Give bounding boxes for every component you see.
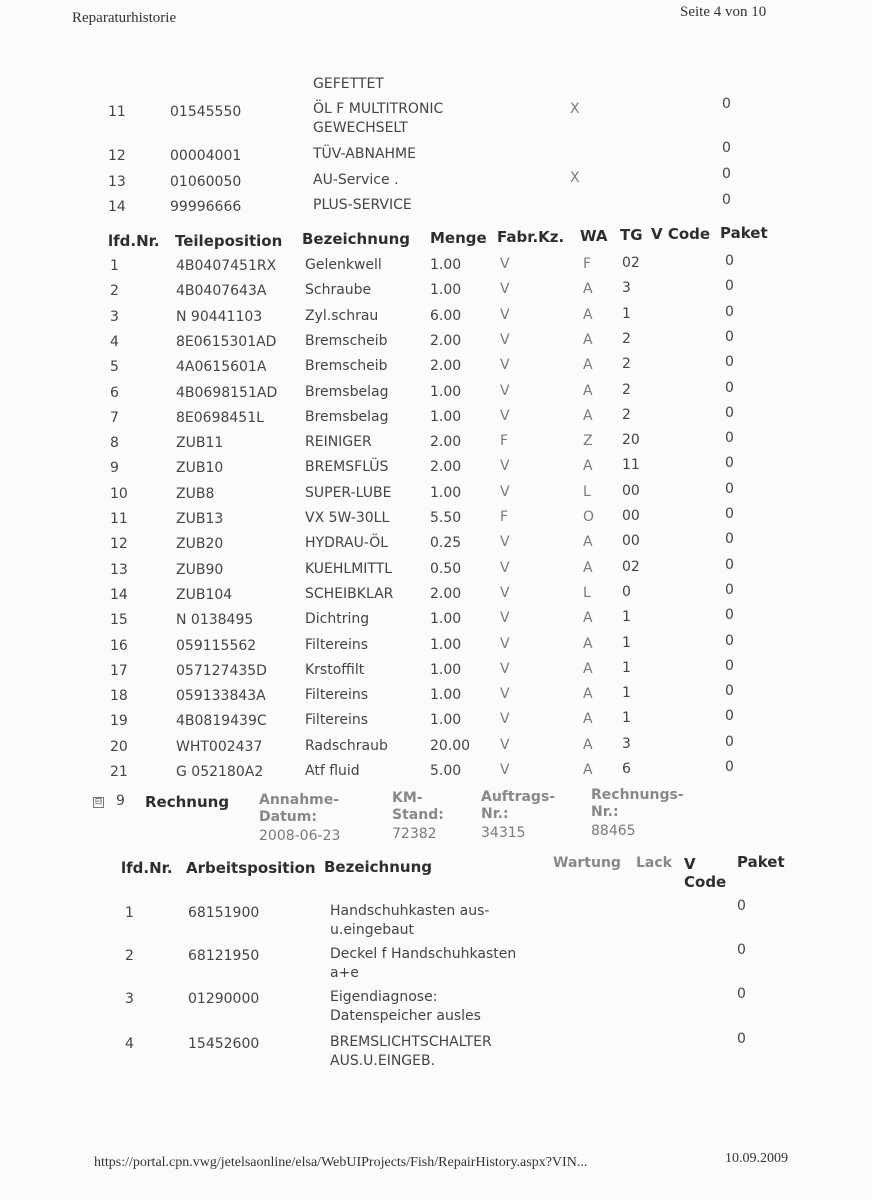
- part-tg: 2: [622, 406, 631, 423]
- invoice-type: Rechnung: [145, 793, 230, 811]
- part-tg: 1: [622, 609, 631, 626]
- part-wa: A: [583, 559, 593, 576]
- work-pos: 68151900: [188, 905, 260, 921]
- part-fabr-kz: V: [500, 483, 510, 500]
- part-fabr-kz: V: [500, 711, 510, 728]
- work-nr: 3: [125, 991, 134, 1007]
- work-nr: 1: [125, 905, 134, 921]
- part-paket: 0: [725, 683, 734, 700]
- wartung-mark: X: [570, 170, 580, 186]
- part-teileposition: WHT002437: [176, 738, 263, 755]
- part-paket: 0: [725, 278, 734, 295]
- part-teileposition: G 052180A2: [176, 764, 264, 780]
- part-fabr-kz: V: [500, 458, 510, 475]
- part-fabr-kz: V: [500, 584, 510, 601]
- part-bezeichnung: Schraube: [305, 282, 372, 299]
- footer-date: 10.09.2009: [725, 1151, 788, 1166]
- part-nr: 3: [110, 308, 119, 325]
- part-paket: 0: [725, 379, 734, 396]
- part-tg: 6: [622, 761, 631, 777]
- part-tg: 3: [622, 735, 631, 752]
- part-bezeichnung: SUPER-LUBE: [305, 484, 392, 501]
- part-menge: 1.00: [430, 484, 462, 501]
- work-pos: 01290000: [188, 991, 260, 1007]
- part-paket: 0: [725, 430, 734, 447]
- invoice-number: 9: [116, 793, 125, 809]
- part-menge: 1.00: [430, 282, 462, 299]
- part-tg: 02: [622, 255, 640, 271]
- part-teileposition: 8E0698451L: [176, 409, 264, 426]
- km-value: 72382: [392, 826, 437, 842]
- part-bezeichnung: Krstoffilt: [305, 661, 365, 678]
- rechnung-label: Rechnungs-: [591, 787, 684, 803]
- part-tg: 00: [622, 533, 640, 550]
- work-desc: u.eingebaut: [330, 922, 415, 938]
- part-teileposition: 059115562: [176, 637, 257, 654]
- part-bezeichnung: Filtereins: [305, 636, 369, 653]
- wartung-mark: X: [570, 101, 580, 117]
- part-nr: 10: [110, 485, 128, 502]
- part-paket: 0: [725, 607, 734, 624]
- part-paket: 0: [725, 708, 734, 725]
- part-tg: 1: [622, 305, 631, 322]
- part-wa: L: [583, 483, 591, 500]
- annahme-date: 2008-06-23: [259, 828, 341, 844]
- work-paket: 0: [737, 942, 746, 958]
- part-nr: 18: [110, 688, 128, 705]
- part-wa: A: [583, 357, 593, 374]
- work-desc: GEWECHSELT: [313, 120, 408, 136]
- part-bezeichnung: KUEHLMITTL: [305, 560, 393, 577]
- col-arbeitsposition: Arbeitsposition: [186, 859, 316, 877]
- work-pos: 00004001: [170, 148, 242, 164]
- part-nr: 21: [110, 764, 128, 780]
- auftrag-value: 34315: [481, 825, 526, 841]
- part-tg: 3: [622, 280, 631, 297]
- part-tg: 00: [622, 508, 640, 524]
- part-menge: 1.00: [430, 257, 462, 273]
- part-menge: 1.00: [430, 712, 462, 729]
- part-teileposition: ZUB104: [176, 586, 233, 603]
- part-wa: A: [583, 736, 593, 753]
- auftrag-label: Auftrags-: [481, 789, 556, 805]
- part-fabr-kz: V: [500, 281, 510, 298]
- part-bezeichnung: SCHEIBKLAR: [305, 585, 394, 602]
- work-paket: 0: [737, 986, 746, 1002]
- part-paket: 0: [725, 303, 734, 320]
- part-teileposition: 059133843A: [176, 688, 266, 705]
- auftrag-label-2: Nr.:: [481, 806, 509, 822]
- part-menge: 6.00: [430, 307, 462, 324]
- part-bezeichnung: Bremsbelag: [305, 408, 389, 425]
- part-menge: 1.00: [430, 636, 462, 653]
- part-wa: A: [583, 686, 593, 703]
- part-bezeichnung: HYDRAU-ÖL: [305, 535, 389, 552]
- work-desc: AU-Service .: [313, 172, 399, 188]
- part-wa: A: [583, 635, 593, 652]
- part-fabr-kz: V: [500, 256, 510, 272]
- work-desc: Datenspeicher ausles: [330, 1008, 481, 1024]
- rechnung-label-2: Nr.:: [591, 804, 619, 820]
- part-wa: A: [583, 534, 593, 551]
- part-teileposition: ZUB11: [176, 435, 224, 452]
- col-teileposition: Teileposition: [175, 232, 283, 250]
- part-tg: 02: [622, 558, 640, 575]
- part-bezeichnung: Bremscheib: [305, 332, 388, 349]
- part-fabr-kz: V: [500, 331, 510, 348]
- part-fabr-kz: V: [500, 762, 510, 778]
- col-paket: Paket: [720, 224, 768, 242]
- part-menge: 2.00: [430, 358, 462, 375]
- part-fabr-kz: V: [500, 660, 510, 677]
- part-fabr-kz: V: [500, 736, 510, 753]
- col-wa: WA: [580, 227, 608, 245]
- part-wa: A: [583, 407, 593, 424]
- km-label: KM-: [392, 790, 423, 806]
- col-lfd-nr: lfd.Nr.: [121, 859, 173, 877]
- part-menge: 2.00: [430, 459, 462, 476]
- part-teileposition: N 90441103: [176, 308, 263, 325]
- part-nr: 12: [110, 536, 128, 553]
- part-nr: 15: [110, 612, 128, 629]
- col-fabr-kz: Fabr.Kz.: [497, 228, 565, 246]
- part-menge: 1.00: [430, 661, 462, 678]
- part-nr: 5: [110, 359, 119, 376]
- part-teileposition: 4B0698151AD: [176, 384, 278, 401]
- part-wa: A: [583, 331, 593, 348]
- part-bezeichnung: REINIGER: [305, 434, 372, 451]
- work-paket: 0: [722, 96, 731, 112]
- part-tg: 0: [622, 583, 631, 600]
- part-menge: 0.50: [430, 560, 462, 577]
- footer-url: https://portal.cpn.vwg/jetelsaonline/elsa/WebUIProjects/Fish/RepairHistory.aspx?VIN...: [94, 1155, 588, 1170]
- annahme-label-2: Datum:: [259, 809, 317, 825]
- part-paket: 0: [725, 506, 734, 522]
- part-fabr-kz: V: [500, 382, 510, 399]
- part-wa: L: [583, 584, 591, 601]
- part-paket: 0: [725, 354, 734, 371]
- col-paket: Paket: [737, 853, 785, 871]
- part-teileposition: 057127435D: [176, 662, 267, 679]
- part-bezeichnung: BREMSFLÜS: [305, 459, 389, 476]
- part-teileposition: 4B0819439C: [176, 713, 267, 730]
- part-teileposition: 4B0407451RX: [176, 258, 277, 274]
- part-teileposition: ZUB10: [176, 460, 224, 477]
- part-menge: 1.00: [430, 687, 462, 704]
- part-menge: 1.00: [430, 611, 462, 628]
- part-wa: A: [583, 762, 593, 778]
- col-code: Code: [684, 873, 727, 891]
- part-nr: 14: [110, 586, 128, 603]
- work-desc: Deckel f Handschuhkasten: [330, 946, 517, 962]
- work-paket: 0: [722, 192, 731, 208]
- part-bezeichnung: Dichtring: [305, 611, 370, 628]
- part-tg: 2: [622, 381, 631, 398]
- part-nr: 20: [110, 738, 128, 755]
- part-paket: 0: [725, 455, 734, 472]
- page-indicator: Seite 4 von 10: [680, 4, 767, 20]
- part-menge: 20.00: [430, 737, 471, 754]
- work-paket: 0: [722, 140, 731, 156]
- work-pos: 15452600: [188, 1036, 260, 1052]
- part-bezeichnung: Radschraub: [305, 737, 388, 754]
- work-pos: 68121950: [188, 948, 260, 964]
- part-tg: 00: [622, 482, 640, 499]
- part-fabr-kz: V: [500, 635, 510, 652]
- work-nr: 14: [108, 199, 126, 215]
- work-desc: a+e: [330, 965, 359, 981]
- work-paket: 0: [737, 898, 746, 914]
- part-menge: 5.50: [430, 510, 462, 526]
- part-teileposition: ZUB90: [176, 561, 224, 578]
- part-menge: 5.00: [430, 763, 462, 779]
- part-nr: 9: [110, 460, 119, 477]
- part-wa: O: [583, 509, 595, 525]
- work-desc: AUS.U.EINGEB.: [330, 1053, 436, 1069]
- part-fabr-kz: V: [500, 559, 510, 576]
- part-nr: 8: [110, 435, 119, 452]
- part-wa: Z: [583, 433, 593, 450]
- work-desc: Eigendiagnose:: [330, 989, 438, 1005]
- part-nr: 2: [110, 283, 119, 300]
- part-paket: 0: [725, 759, 734, 775]
- part-paket: 0: [725, 556, 734, 573]
- part-teileposition: ZUB20: [176, 536, 224, 553]
- col-bezeichnung: Bezeichnung: [302, 230, 410, 248]
- part-wa: A: [583, 458, 593, 475]
- part-fabr-kz: V: [500, 534, 510, 551]
- col-lack: Lack: [636, 855, 672, 871]
- work-nr: 2: [125, 948, 134, 964]
- work-desc: TÜV-ABNAHME: [313, 146, 416, 162]
- part-wa: A: [583, 281, 593, 298]
- part-paket: 0: [725, 581, 734, 598]
- part-teileposition: 4B0407643A: [176, 283, 267, 300]
- collapse-toggle-icon[interactable]: ⊟: [94, 797, 103, 807]
- part-paket: 0: [725, 404, 734, 421]
- col-tg: TG: [620, 226, 643, 244]
- part-nr: 13: [110, 561, 128, 578]
- page-title: Reparaturhistorie: [72, 10, 177, 26]
- rechnung-value: 88465: [591, 823, 636, 839]
- part-nr: 19: [110, 713, 128, 730]
- work-nr: 4: [125, 1036, 134, 1052]
- part-paket: 0: [725, 328, 734, 345]
- work-pos: 99996666: [170, 199, 242, 215]
- part-menge: 1.00: [430, 408, 462, 425]
- part-nr: 11: [110, 511, 128, 527]
- part-fabr-kz: V: [500, 610, 510, 627]
- part-fabr-kz: V: [500, 407, 510, 424]
- work-desc: PLUS-SERVICE: [313, 197, 412, 213]
- col-menge: Menge: [430, 229, 487, 247]
- col-bezeichnung: Bezeichnung: [324, 858, 432, 876]
- part-bezeichnung: Bremscheib: [305, 358, 388, 375]
- col-v-code: V Code: [651, 225, 711, 243]
- part-wa: F: [583, 256, 592, 272]
- part-fabr-kz: V: [500, 686, 510, 703]
- part-nr: 7: [110, 409, 119, 426]
- part-fabr-kz: F: [500, 433, 509, 450]
- part-bezeichnung: VX 5W-30LL: [305, 510, 390, 526]
- work-desc: BREMSLICHTSCHALTER: [330, 1034, 492, 1050]
- work-desc: GEFETTET: [313, 76, 384, 92]
- work-paket: 0: [722, 166, 731, 182]
- part-tg: 1: [622, 659, 631, 676]
- part-nr: 4: [110, 333, 119, 350]
- part-wa: A: [583, 610, 593, 627]
- part-tg: 2: [622, 356, 631, 373]
- part-wa: A: [583, 382, 593, 399]
- col-lfd-nr: lfd.Nr.: [108, 232, 160, 250]
- part-menge: 0.25: [430, 535, 462, 552]
- part-wa: A: [583, 660, 593, 677]
- work-nr: 12: [108, 148, 126, 164]
- part-bezeichnung: Atf fluid: [305, 763, 360, 779]
- work-desc: ÖL F MULTITRONIC: [313, 101, 444, 117]
- part-teileposition: N 0138495: [176, 612, 254, 629]
- work-paket: 0: [737, 1031, 746, 1047]
- work-pos: 01060050: [170, 174, 242, 190]
- part-nr: 17: [110, 662, 128, 679]
- col-v: V: [684, 855, 696, 873]
- part-fabr-kz: V: [500, 306, 510, 323]
- work-nr: 11: [108, 104, 126, 120]
- part-paket: 0: [725, 657, 734, 674]
- part-menge: 1.00: [430, 383, 462, 400]
- work-desc: Handschuhkasten aus-: [330, 903, 490, 919]
- part-bezeichnung: Filtereins: [305, 712, 369, 729]
- work-nr: 13: [108, 174, 126, 190]
- part-bezeichnung: Bremsbelag: [305, 383, 389, 400]
- part-fabr-kz: F: [500, 509, 509, 525]
- km-label-2: Stand:: [392, 807, 444, 823]
- part-tg: 2: [622, 330, 631, 347]
- part-teileposition: ZUB8: [176, 485, 215, 502]
- annahme-label: Annahme-: [259, 792, 340, 808]
- part-paket: 0: [725, 480, 734, 497]
- part-menge: 2.00: [430, 434, 462, 451]
- part-tg: 20: [622, 432, 640, 449]
- part-tg: 1: [622, 710, 631, 727]
- part-teileposition: ZUB13: [176, 511, 224, 527]
- work-pos: 01545550: [170, 104, 242, 120]
- part-fabr-kz: V: [500, 357, 510, 374]
- part-tg: 1: [622, 634, 631, 651]
- part-paket: 0: [725, 733, 734, 750]
- part-menge: 2.00: [430, 332, 462, 349]
- part-bezeichnung: Gelenkwell: [305, 257, 382, 273]
- part-bezeichnung: Filtereins: [305, 687, 369, 704]
- part-teileposition: 4A0615601A: [176, 359, 267, 376]
- part-menge: 2.00: [430, 585, 462, 602]
- part-nr: 16: [110, 637, 128, 654]
- part-paket: 0: [725, 531, 734, 548]
- part-nr: 1: [110, 258, 119, 274]
- part-tg: 11: [622, 457, 640, 474]
- part-paket: 0: [725, 253, 734, 269]
- part-tg: 1: [622, 685, 631, 702]
- col-wartung: Wartung: [553, 855, 621, 871]
- part-wa: A: [583, 711, 593, 728]
- part-bezeichnung: Zyl.schrau: [305, 307, 379, 324]
- part-paket: 0: [725, 632, 734, 649]
- part-nr: 6: [110, 384, 119, 401]
- part-teileposition: 8E0615301AD: [176, 333, 277, 350]
- part-wa: A: [583, 306, 593, 323]
